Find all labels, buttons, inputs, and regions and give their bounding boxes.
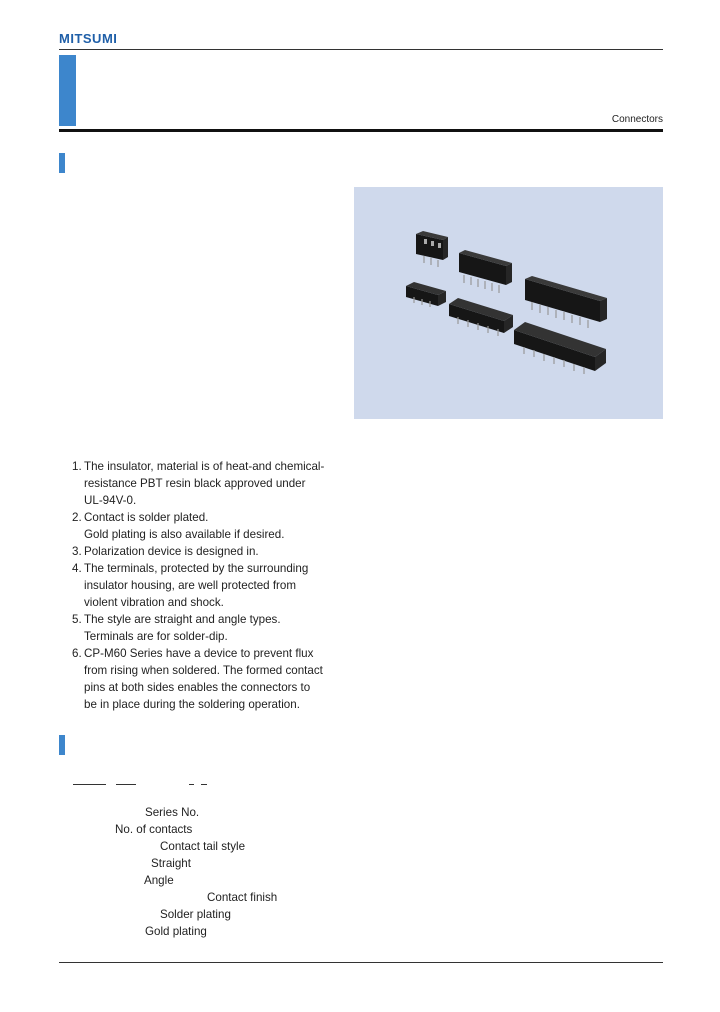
code-field-finish: [201, 784, 207, 785]
connector-8pin-angle: [449, 298, 513, 336]
label-straight: Straight: [151, 857, 191, 870]
features-list: [72, 458, 362, 713]
label-no-of-contacts: No. of contacts: [115, 823, 193, 836]
part-numbering-section-marker: [59, 735, 65, 755]
footer-rule: [59, 962, 663, 963]
feature-item: 4. The terminals, protected by the surrounding insulator housing, are well protected from violent vibration and shock.: [72, 562, 309, 609]
code-field-contacts: [116, 784, 136, 785]
section-label: Connectors: [611, 114, 663, 125]
connector-12pin-straight: [525, 276, 607, 328]
title-rule: [59, 129, 663, 132]
code-field-series: [73, 784, 106, 785]
connector-photo: [354, 187, 663, 419]
features-section-marker: [59, 153, 65, 173]
feature-item: 6. CP-M60 Series have a device to prevent flux from rising when soldered. The formed contact pins at both sides enables the connectors to be in place during the soldering operation.: [72, 647, 323, 711]
label-contact-finish: Contact finish: [207, 891, 278, 904]
feature-item: 2. Contact is solder plated. Gold plating is also available if desired.: [72, 511, 285, 541]
connectors-illustration: [354, 187, 663, 419]
connector-8pin-straight: [459, 250, 512, 293]
label-contact-tail-style: Contact tail style: [160, 840, 246, 853]
title-accent-bar: [59, 55, 76, 126]
connector-4pin-angle: [406, 282, 446, 307]
feature-item: 3. Polarization device is designed in.: [72, 545, 259, 558]
connector-3pin-straight: [416, 231, 448, 267]
feature-item: 5. The style are straight and angle types. Terminals are for solder-dip.: [72, 613, 281, 643]
label-solder-plating: Solder plating: [160, 908, 231, 921]
feature-item: 1. The insulator, material is of heat-and chemical- resistance PBT resin black approved under UL-94V-0.: [72, 460, 325, 507]
label-gold-plating: Gold plating: [145, 925, 207, 938]
label-series-no: Series No.: [145, 806, 200, 819]
header-rule: [59, 49, 663, 50]
code-field-tail: [189, 784, 194, 785]
connector-12pin-angle: [514, 322, 606, 374]
label-angle: Angle: [144, 874, 174, 887]
mitsumi-logo: MITSUMI: [59, 31, 118, 46]
